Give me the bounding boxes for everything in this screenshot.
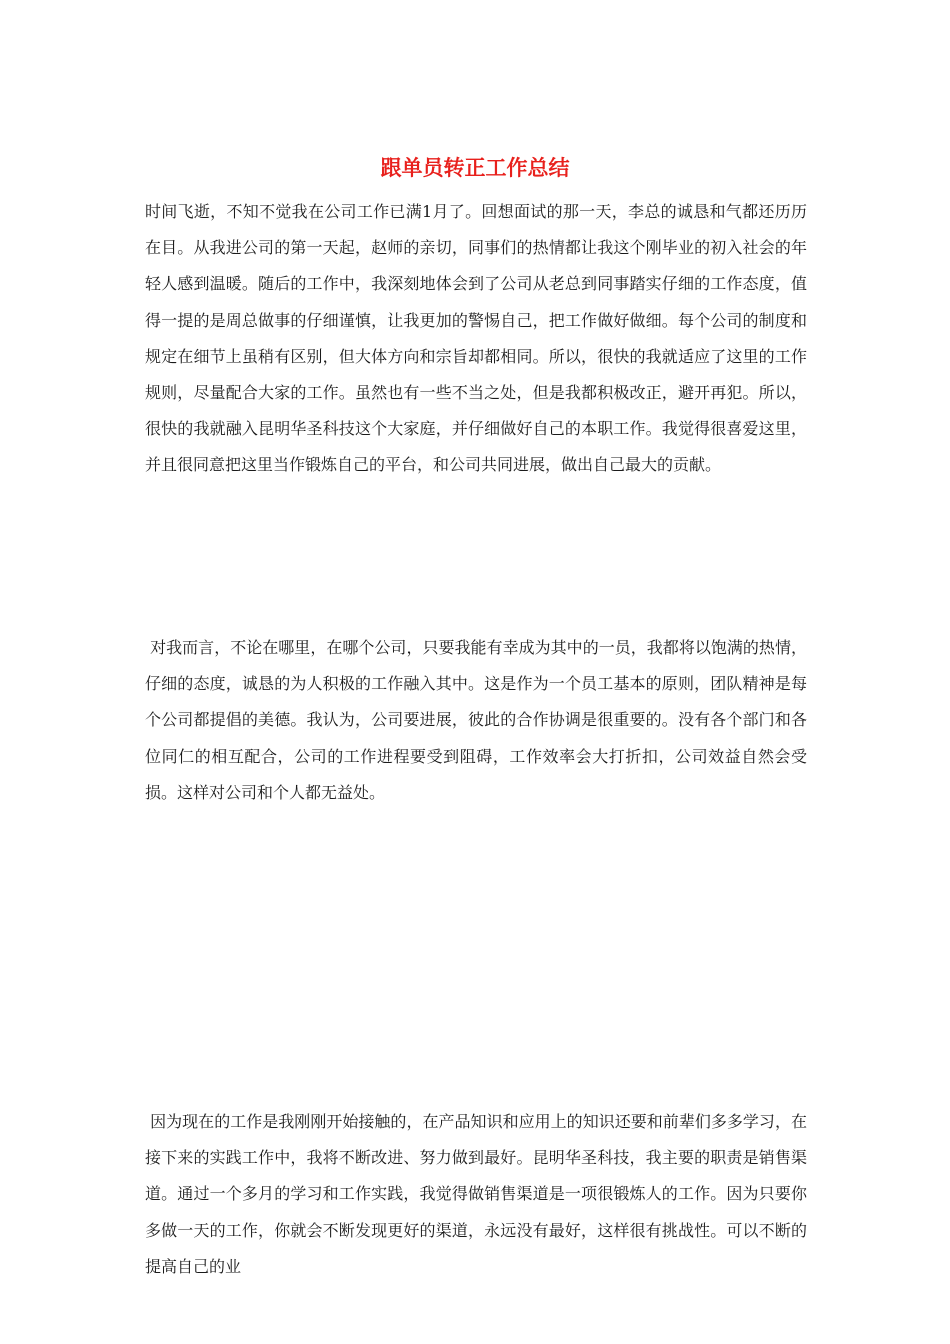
paragraph-1: 时间飞逝，不知不觉我在公司工作已满1月了。回想面试的那一天，李总的诚恳和气都还历历在目。从我进公司的第一天起，赵师的亲切，同事们的热情都让我这个刚毕业的初入社会的年轻人感到温暖。随后的工作中，我深刻地体会到了公司从老总到同事踏实仔细的工作态度，值得一提的是周总做事的仔细谨慎，让我更加的警惕自己，把工作做好做细。每个公司的制度和规定在细节上虽稍有区别，但大体方向和宗旨却都相同。所以，很快的我就适应了这里的工作规则，尽量配合大家的工作。虽然也有一些不当之处，但是我都积极改正，避开再犯。所以，很快的我就融入昆明华圣科技这个大家庭，并仔细做好自己的本职工作。我觉得很喜爱这里，并且很同意把这里当作锻炼自己的平台，和公司共同进展，做出自己最大的贡献。	[145, 202, 807, 475]
paragraph-2: 对我而言，不论在哪里，在哪个公司，只要我能有幸成为其中的一员，我都将以饱满的热情，仔细的态度，诚恳的为人积极的工作融入其中。这是作为一个员工基本的原则，团队精神是每个公司都提倡的美德。我认为，公司要进展，彼此的合作协调是很重要的。没有各个部门和各位同仁的相互配合，公司的工作进程要受到阻碍，工作效率会大打折扣，公司效益自然会受损。这样对公司和个人都无益处。	[145, 638, 807, 802]
paragraph-3: 因为现在的工作是我刚刚开始接触的，在产品知识和应用上的知识还要和前辈们多多学习，在接下来的实践工作中，我将不断改进、努力做到最好。昆明华圣科技，我主要的职责是销售渠道。通过一个多月的学习和工作实践，我觉得做销售渠道是一项很锻炼人的工作。因为只要你多做一天的工作，你就会不断发现更好的渠道，永远没有最好，这样很有挑战性。可以不断的提高自己的业	[145, 1112, 807, 1276]
document-title: 跟单员转正工作总结	[380, 155, 570, 180]
